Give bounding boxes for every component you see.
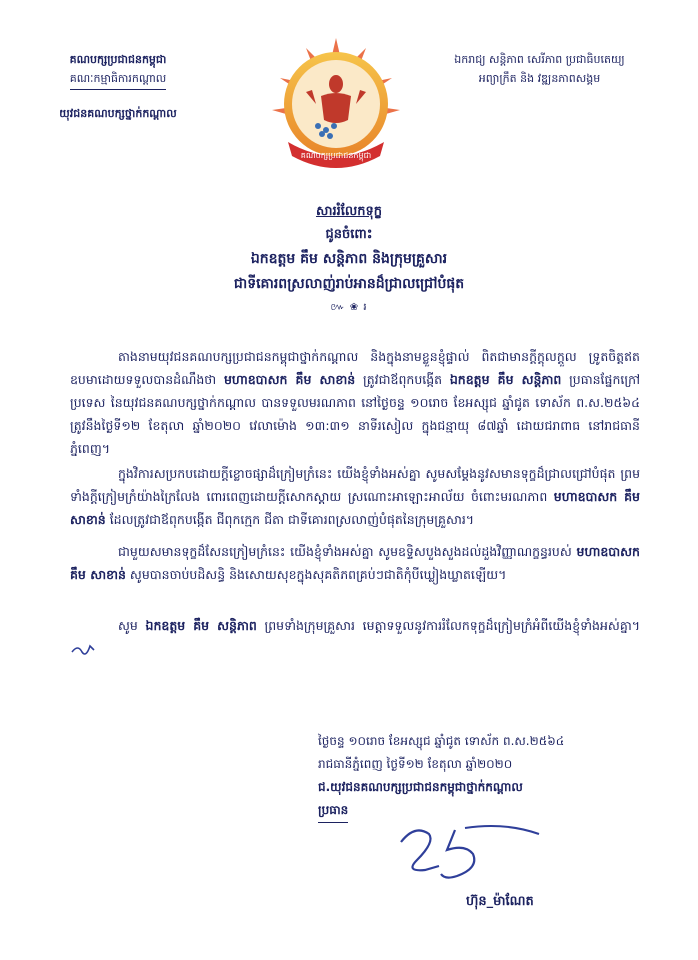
letterhead-right <box>417 50 662 88</box>
paragraph-4: សូម ឯកឧត្តម គឹម សន្តិភាព ព្រមទាំងក្រុមគ្រួសារ មេត្តាទទួលនូវការរំលែកទុក្ខដ៏ក្រៀមក្រំអំពីយើងខ្ញុំទាំងអស់គ្នា។ <box>70 614 640 660</box>
party-logo-icon <box>266 34 406 174</box>
addressee-honorific: ជាទីគោរពស្រលាញ់រាប់អានដ៏ជ្រាលជ្រៅបំផុត <box>233 276 465 292</box>
solar-date: រាជធានីភ្នំពេញ ថ្ងៃទី១២ ខែតុលា ឆ្នាំ២០២០ <box>318 757 513 771</box>
signer-name: ហ៊ុន_ម៉ាណែត <box>466 894 534 909</box>
office-name: យុវជនគណបក្សថ្នាក់កណ្ដាល <box>59 107 177 120</box>
lunar-date: ថ្ងៃចន្ទ ១០រោច ខែអស្សុជ ឆ្នាំជូត ទោស័ក ព.ស.២៥៦៤ <box>318 734 565 748</box>
logo-caption: គណបក្សប្រជាជនកម្ពុជា <box>300 151 372 160</box>
committee-name: គណៈកម្មាធិការកណ្ដាល <box>18 69 218 90</box>
pen-flourish-icon <box>70 642 96 658</box>
recipient-name: ឯកឧត្តម គឹម សន្តិភាព <box>449 372 562 387</box>
document-title: សាររំលែកទុក្ខ <box>315 204 382 219</box>
deceased-name: មហាឧបាសក គឹម សាខាន់ <box>70 544 640 582</box>
position-line: ប្រធាន <box>318 799 648 823</box>
recipient-name: ឯកឧត្តម គឹម សន្តិភាព <box>145 618 257 633</box>
letterhead-left <box>18 50 218 123</box>
party-name: គណបក្សប្រជាជនកម្ពុជា <box>69 53 167 66</box>
paragraph-2: ក្នុងវិការសប្រកបដោយក្តីខ្លោចផ្សាដ៏ក្រៀមក្រំនេះ យើងខ្ញុំទាំងអស់គ្នា សូមសម្តែងនូវសមានទុក្ខដ៏ជ្រាលជ្រៅបំផុត ព្រមទាំងក្តីក្រៀមក្រំយ៉ាងក្រៃលែង ពោរពេញដោយក្តីសោកស្តាយ ស្រណោះអាឡោះអាល័យ ចំពោះមរណភាព មហាឧបាសក គឹម សាខាន់ ដែលត្រូវជាឪពុកបង្កើត ជីពុកក្មេក ជីតា ជាទីគោរពស្រលាញ់បំផុតនៃក្រុមគ្រួសារ។ <box>70 466 640 527</box>
national-motto-line2: អព្យាក្រឹត និង វឌ្ឍនភាពសង្គម <box>478 72 601 85</box>
title-ornament: ៚ ❀ ៛ <box>330 302 368 313</box>
national-motto-line1: ឯករាជ្យ សន្តិភាព សេរីភាព ប្រជាធិបតេយ្យ <box>454 53 625 66</box>
deceased-name: មហាឧបាសក គឹម សាខាន់ <box>70 489 640 527</box>
paragraph-3: ជាមួយសមានទុក្ខដ៏សែនក្រៀមក្រំនេះ យើងខ្ញុំទាំងអស់គ្នា សូមឧទ្ទិសបួងសួងដល់ដួងវិញ្ញាណក្ខន្ធរបស់ មហាឧបាសក គឹម សាខាន់ សូមបានចាប់បដិសន្ធិ និងសោយសុខក្នុងសុគតិភពគ្រប់ៗជាតិកុំបីឃ្លៀងឃ្លាតឡើយ។ <box>70 544 640 582</box>
deceased-name: មហាឧបាសក គឹម សាខាន់ <box>223 372 356 387</box>
closing-block <box>318 730 648 823</box>
on-behalf-line: ជ.យុវជនគណបក្សប្រជាជនកម្ពុជាថ្នាក់កណ្ដាល <box>318 780 523 794</box>
paragraph-1: តាងនាមយុវជនគណបក្សប្រជាជនកម្ពុជាថ្នាក់កណ្តាល និងក្នុងនាមខ្លួនខ្ញុំផ្ទាល់ ពិតជាមានក្ដីក្ដុលក្ដួល ទ្រូតចិត្តឥតឧបមាដោយទទួលបានដំណឹងថា មហាឧបាសក គឹម សាខាន់ ត្រូវជាឪពុកបង្កើត ឯកឧត្តម គឹម សន្តិភាព ប្រធានផ្នែកក្រៅប្រទេស នៃយុវជនគណបក្សថ្នាក់កណ្ដាល បានទទួលមរណភាព នៅថ្ងៃចន្ទ ១០រោច ខែអស្សុជ ឆ្នាំជូត ទោស័ក ព.ស.២៥៦៤ ត្រូវនឹងថ្ងៃទី១២ ខែតុលា ឆ្នាំ២០២០ វេលាម៉ោង ១៣:៣១ នាទីរសៀល ក្នុងជន្មាយុ ៨៧ឆ្នាំ ដោយជរាពាធ នៅរាជធានីភ្នំពេញ។ <box>70 349 640 456</box>
handwritten-signature <box>395 820 545 890</box>
addressee-intro: ជូនចំពោះ <box>325 227 373 242</box>
addressee-name: ឯកឧត្តម គឹម សន្តិភាព និងក្រុមគ្រួសារ <box>250 251 448 267</box>
